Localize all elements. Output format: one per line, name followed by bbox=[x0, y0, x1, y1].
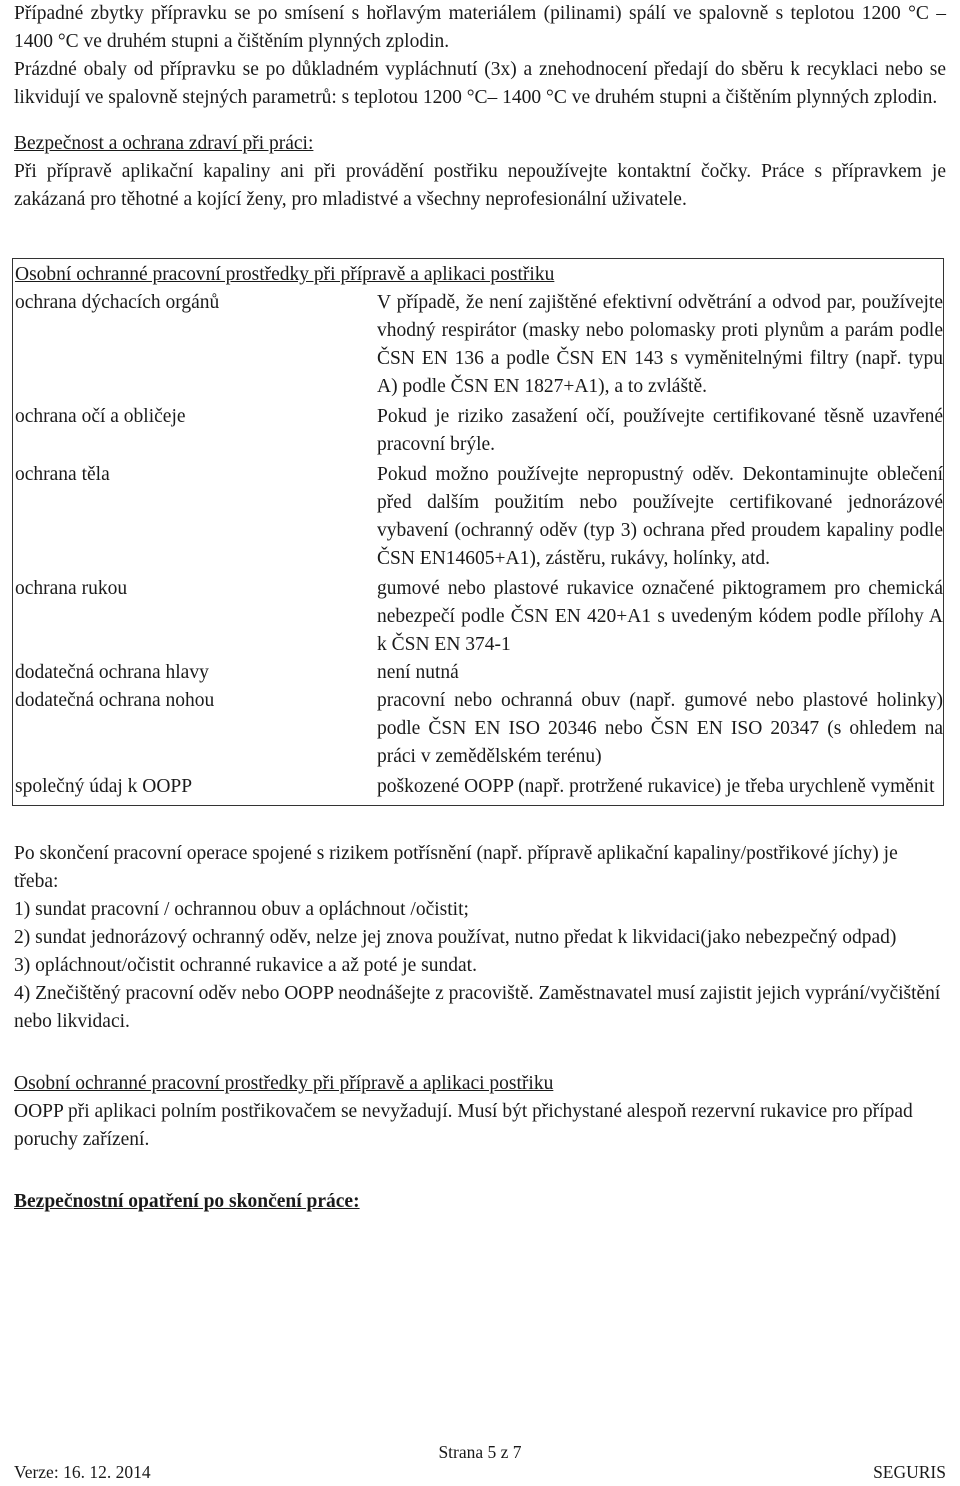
ppe-row-value: není nutná bbox=[377, 662, 459, 683]
after-work-step: 1) sundat pracovní / ochrannou obuv a opláchnout /očistit; bbox=[14, 899, 469, 920]
ppe-row-value: V případě, že není zajištěné efektivní odvětrání a odvod par, používejte vhodný respirátor (masky nebo polomasky proti plynům a parám podle ČSN EN 136 a podle ČSN EN 143 s vyměnitelnými filtry (např. typu A) podle ČSN EN 1827+A1), a to zvláště. bbox=[377, 292, 943, 397]
safety-heading: Bezpečnost a ochrana zdraví při práci: bbox=[14, 133, 314, 154]
ppe-table-heading: Osobní ochranné pracovní prostředky při přípravě a aplikaci postřiku bbox=[15, 264, 555, 285]
ppe-row-eyes bbox=[15, 403, 943, 459]
packaging-paragraph: Prázdné obaly od přípravku se po důkladném vypláchnutí (3x) a znehodnocení předají do sběru k recyklaci nebo se likvidují ve spalovně stejných parametrů: s teplotou 1200 °C– 1400 °C ve druhém stupni a čištěním plynných zplodin. bbox=[14, 59, 946, 108]
safety-text: Při přípravě aplikační kapaliny ani při provádění postřiku nepoužívejte kontaktní čočky. Práce s přípravkem je zakázaná pro těhotné a kojící ženy, pro mladistvé a všechny neprofesionální uživatele. bbox=[14, 161, 946, 210]
ppe-row-label: ochrana očí a obličeje bbox=[15, 406, 186, 427]
ppe-row-label: ochrana dýchacích orgánů bbox=[15, 292, 220, 313]
ppe-row-respiratory bbox=[15, 289, 943, 401]
ppe-row-value: Pokud možno používejte nepropustný oděv. Dekontaminujte oblečení před dalším použitím nebo používejte certifikované jednorázové vybavení (ochranný oděv (typ 3) ochrana před proudem kapaliny podle ČSN EN14605+A1), zástěru, rukávy, holínky, atd. bbox=[377, 464, 943, 569]
ppe-row-label: ochrana těla bbox=[15, 464, 110, 485]
ppe-row-feet bbox=[15, 687, 943, 771]
ppe-row-hands bbox=[15, 575, 943, 659]
ppe-row-value: Pokud je riziko zasažení očí, používejte certifikované těsně uzavřené pracovní brýle. bbox=[377, 406, 943, 455]
document-page bbox=[14, 0, 946, 1216]
ppe-row-value: gumové nebo plastové rukavice označené piktogramem pro chemická nebezpečí podle ČSN EN 420+A1 s uvedeným kódem podle přílohy A k ČSN EN 374-1 bbox=[377, 578, 943, 655]
ppe-row-label: dodatečná ochrana nohou bbox=[15, 690, 215, 711]
ppe-row-label: ochrana rukou bbox=[15, 578, 128, 599]
ppe-row-value: pracovní nebo ochranná obuv (např. gumové nebo plastové holinky) podle ČSN EN ISO 20346 nebo ČSN EN ISO 20347 (s ohledem na práci v zemědělském terénu) bbox=[377, 690, 943, 767]
version-date: Verze: 16. 12. 2014 bbox=[14, 1462, 151, 1482]
after-work-step: 2) sundat jednorázový ochranný oděv, nelze jej znova používat, nutno předat k likvidaci(jako nebezpečný odpad) bbox=[14, 927, 897, 948]
after-work-intro: Po skončení pracovní operace spojené s rizikem potřísnění (např. přípravě aplikační kapaliny/postřikové jíchy) je třeba: bbox=[14, 843, 898, 892]
ppe-row-label: dodatečná ochrana hlavy bbox=[15, 662, 209, 683]
ppe-row-common bbox=[15, 773, 943, 801]
company-name: SEGURIS bbox=[873, 1462, 946, 1482]
ppe-row-body bbox=[15, 461, 943, 573]
after-safety-heading: Bezpečnostní opatření po skončení práce: bbox=[14, 1191, 360, 1212]
disposal-paragraph: Případné zbytky přípravku se po smísení s hořlavým materiálem (pilinami) spálí ve spalovně s teplotou 1200 °C – 1400 °C ve druhém stupni a čištěním plynných zplodin. bbox=[14, 3, 946, 52]
ppe-row-head bbox=[15, 659, 943, 687]
field-ppe-text: OOPP při aplikaci polním postřikovačem se nevyžadují. Musí být přichystané alespoň rezervní rukavice pro případ poruchy zařízení. bbox=[14, 1101, 913, 1150]
page-number: Strana 5 z 7 bbox=[438, 1442, 522, 1462]
ppe-row-value: poškozené OOPP (např. protržené rukavice) je třeba urychleně vyměnit bbox=[377, 776, 935, 797]
ppe-row-label: společný údaj k OOPP bbox=[15, 776, 193, 797]
after-work-step: 4) Znečištěný pracovní oděv nebo OOPP neodnášejte z pracoviště. Zaměstnavatel musí zajistit jejich vyprání/vyčištění nebo likvidaci. bbox=[14, 983, 941, 1032]
after-work-step: 3) opláchnout/očistit ochranné rukavice a až poté je sundat. bbox=[14, 955, 477, 976]
field-ppe-heading: Osobní ochranné pracovní prostředky při přípravě a aplikaci postřiku bbox=[14, 1073, 554, 1094]
ppe-table bbox=[12, 258, 944, 806]
